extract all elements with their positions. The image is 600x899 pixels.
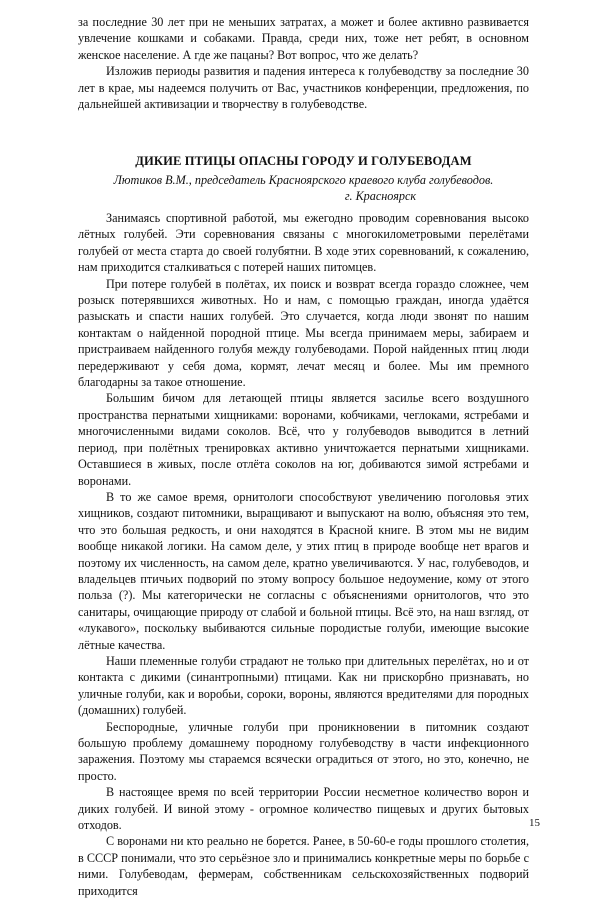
article-byline [78,172,529,204]
article-author: Лютиков В.М., председатель Красноярского краевого клуба голубеводов. [113,173,494,187]
body-paragraph: Наши племенные голуби страдают не только при длительных перелётах, но и от контакта с дикими (синантропными) птицами. Как ни прискорбно признавать, но уличные голуби, как и воробьи, сороки, вороны, являются вредителями для породных (домашних) голубей. [78,653,529,718]
page-number: 15 [529,817,540,829]
body-paragraph: В то же самое время, орнитологи способствуют увеличению поголовья этих хищников, создают питомники, выращивают и выпускают на волю, объясняя это тем, что это большая редкость, и они находятся в Красной книге. В этом мы не видим вообще никакой логики. На самом деле, у этих птиц в природе вообще нет врагов и поэтому их численность, на самом деле, кратно увеличиваются. У нас, голубеводов, и владельцев птичьих подворий по этому вопросу большое недоумение, кому от этого польза (?). Мы категорически не согласны с объяснениями орнитологов, что это санитары, очищающие природу от слабой и больной птицы. Всё это, на наш взгляд, от «лукавого», поскольку выбиваются сильные породистые голуби, имеющие высокие лётные качества. [78,489,529,652]
article-city: г. Красноярск [344,189,417,203]
body-paragraph: Беспородные, уличные голуби при проникновении в питомник создают большую проблему домашнему породному голубеводству в части инфекционного заражения. Поэтому мы стараемся всячески оградиться от этого, но это, конечно, не просто. [78,719,529,783]
intro-section [78,14,529,112]
body-paragraph: С воронами ни кто реально не борется. Ранее, в 50-60-е годы прошлого столетия, в СССР понимали, что это серьёзное зло и принимались конкретные меры по борьбе с ними. Голубеводам, фермерам, собственникам сельскохозяйственных подворий приходится [78,834,529,898]
intro-paragraph-continued: за последние 30 лет при не меньших затратах, а может и более активно развивается увлечение кошками и собаками. Правда, среди них, тоже нет ребят, в основном женское население. А где же пацаны? Вот вопрос, что же делать? [78,15,529,62]
article-title: ДИКИЕ ПТИЦЫ ОПАСНЫ ГОРОДУ И ГОЛУБЕВОДАМ [135,154,472,168]
body-paragraph: В настоящее время по всей территории России несметное количество ворон и диких голубей. И виной этому - огромное количество пищевых и других бытовых отходов. [78,785,529,833]
article-body [78,210,529,899]
body-paragraph: Большим бичом для летающей птицы является засилье всего воздушного пространства пернатыми хищниками: воронами, кобчиками, чеглоками, ястребами и многочисленными видами соколов. Всё, что у голубеводов выводится в летний период, при полётных тренировках активно уничтожается пернатыми хищниками. Оставшиеся в живых, после отлёта соколов на юг, добиваются зимой ястребами и воронами. [78,391,529,488]
body-paragraph: При потере голубей в полётах, их поиск и возврат всегда гораздо сложнее, чем розыск потерявшихся животных. Но и нам, с помощью граждан, иногда удаётся разыскать и спасти наших голубей. Это случается, когда люди звонят по нашим контактам о найденной породной птице. Мы всегда принимаем меры, забираем и пристраиваем найденного голубя между голубеводами. Порой найденных птиц люди передерживают у себя дома, кормят, лечат месяц и более. Мы им премного благодарны за такое отношение. [78,276,529,390]
body-paragraph: Занимаясь спортивной работой, мы ежегодно проводим соревнования высоко лётных голубей. Эти соревнования связаны с многокилометровыми перелётами голубей от места старта до своей голубятни. В ходе этих соревнований, к сожалению, нам приходится сталкиваться с потерей наших питомцев. [78,211,529,275]
intro-paragraph-closing: Изложив периоды развития и падения интереса к голубеводству за последние 30 лет в крае, мы надеемся получить от Вас, участников конференции, предложения, по дальнейшей активизации и творчеству в голубеводстве. [78,64,529,112]
